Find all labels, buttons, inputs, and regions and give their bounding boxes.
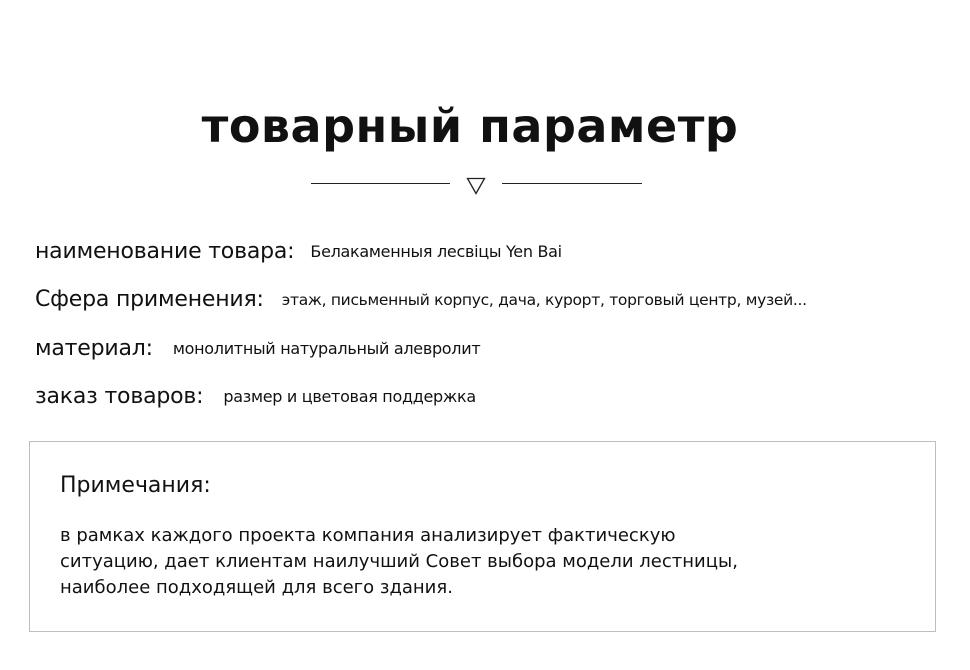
notes-box xyxy=(29,441,936,632)
divider-left xyxy=(311,183,450,184)
param-value: этаж, письменный корпус, дача, курорт, торговый центр, музей... xyxy=(281,291,807,309)
page-title: товарный параметр xyxy=(201,99,739,153)
notes-text xyxy=(60,523,880,601)
param-value: монолитный натуральный алевролит xyxy=(172,339,481,358)
param-row-material xyxy=(35,334,480,364)
param-row-scope xyxy=(35,285,807,315)
param-label: материал: xyxy=(35,336,153,361)
param-row-product-name xyxy=(35,237,562,267)
param-label: заказ товаров: xyxy=(35,384,204,409)
notes-line: ситуацию, дает клиентам наилучший Совет выбора модели лестницы, xyxy=(60,551,738,572)
notes-line: в рамках каждого проекта компания анализирует фактическую xyxy=(60,525,676,546)
triangle-down-outline-icon xyxy=(466,177,486,195)
param-value: Белакаменныя лесвiцы Yen Bai xyxy=(310,242,562,261)
param-value: размер и цветовая поддержка xyxy=(223,387,476,406)
param-label: Сфера применения: xyxy=(35,287,264,312)
param-label: наименование товара: xyxy=(35,239,295,264)
param-row-order xyxy=(35,382,476,412)
notes-title: Примечания: xyxy=(60,473,211,498)
notes-line: наиболее подходящей для всего здания. xyxy=(60,577,453,598)
divider-right xyxy=(502,183,642,184)
